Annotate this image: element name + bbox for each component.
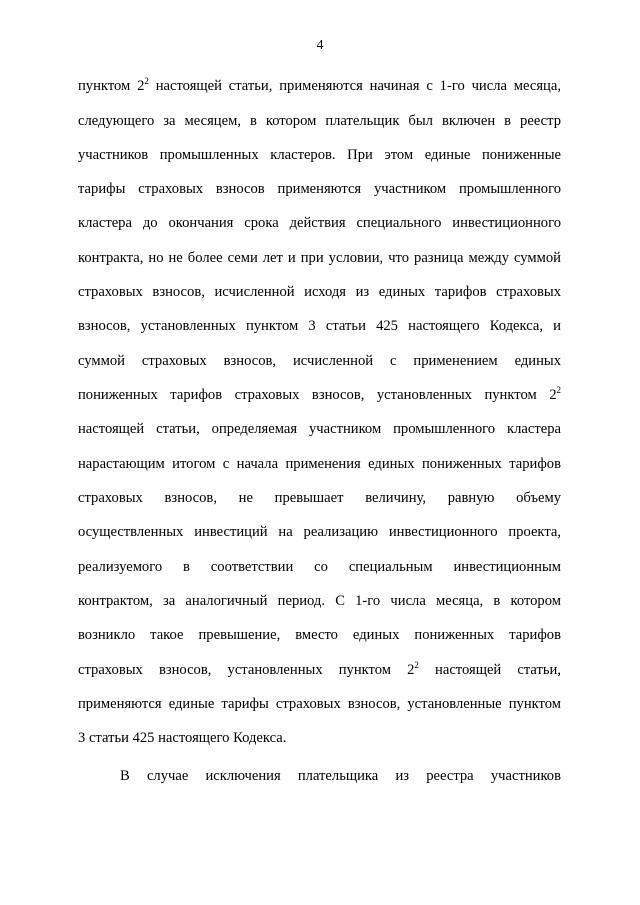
page-number: 4 (316, 38, 324, 53)
text-line-2: следующего за месяцем, в котором плательщик был включен в реестр (78, 113, 561, 129)
text-line-21: В случае исключения плательщика из реестра участников (120, 768, 561, 784)
text-line-17: возникло такое превышение, вместо единых пониженных тарифов (78, 627, 561, 643)
text-line-1: пунктом $2^2$ настоящей статьи, применяются начиная с 1-го числа месяца, (78, 76, 561, 94)
text-line-9: суммой страховых взносов, исчисленной с применением единых (78, 353, 561, 369)
text-line-4: тарифы страховых взносов применяются участником промышленного (78, 181, 561, 197)
text-line-6: контракта, но не более семи лет и при условии, что разница между суммой (78, 250, 561, 266)
text-line-3: участников промышленных кластеров. При этом единые пониженные (78, 147, 561, 163)
superscript: 2 (556, 385, 561, 395)
text-line-15: реализуемого в соответствии со специальным инвестиционным (78, 559, 561, 575)
text-line-5: кластера до окончания срока действия специального инвестиционного (78, 215, 561, 231)
text-line-18: страховых взносов, установленных пунктом $2^2$ настоящей статьи, (78, 660, 561, 678)
text-line-12: нарастающим итогом с начала применения единых пониженных тарифов (78, 456, 561, 472)
superscript: 2 (414, 660, 419, 670)
text-line-8: взносов, установленных пунктом 3 статьи 425 настоящего Кодекса, и (78, 318, 561, 334)
superscript: 2 (144, 76, 149, 86)
text-line-16: контрактом, за аналогичный период. С 1-го числа месяца, в котором (78, 593, 561, 609)
text-line-19: применяются единые тарифы страховых взносов, установленные пунктом (78, 696, 561, 712)
text-line-11: настоящей статьи, определяемая участником промышленного кластера (78, 421, 561, 437)
text-line-7: страховых взносов, исчисленной исходя из единых тарифов страховых (78, 284, 561, 300)
text-line-20: 3 статьи 425 настоящего Кодекса. (78, 730, 287, 746)
text-line-14: осуществленных инвестиций на реализацию инвестиционного проекта, (78, 524, 561, 540)
text-line-13: страховых взносов, не превышает величину, равную объему (78, 490, 561, 506)
text-line-10: пониженных тарифов страховых взносов, установленных пунктом $2^2$ (78, 385, 561, 403)
